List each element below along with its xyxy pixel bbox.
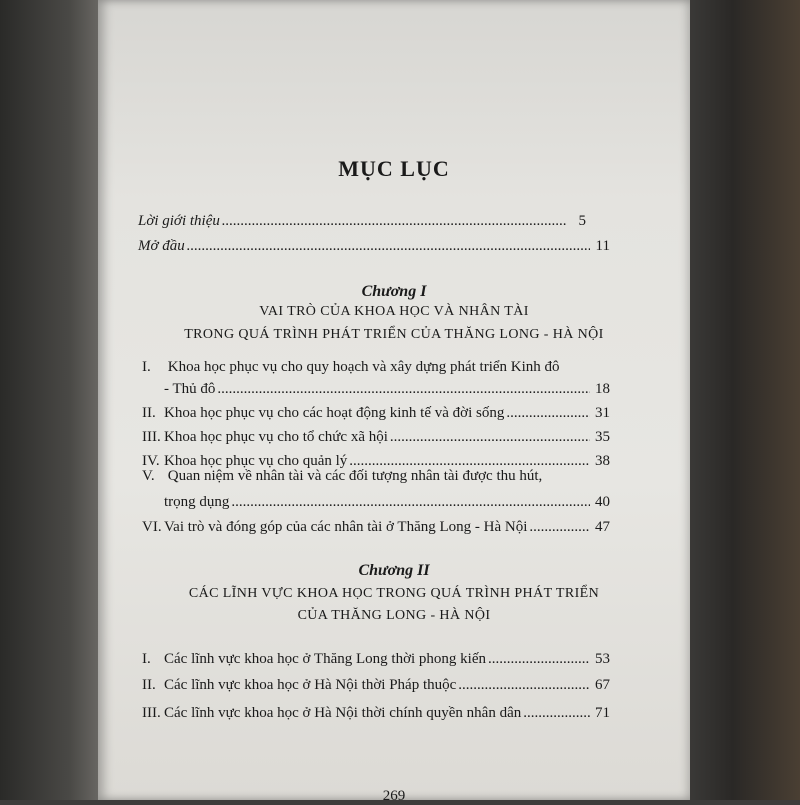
- toc-item: [142, 466, 542, 486]
- item-page: 67: [595, 677, 610, 693]
- dot-leader: [523, 704, 590, 722]
- toc-entry-page: 11: [595, 238, 610, 254]
- item-title: Khoa học phục vụ cho quản lý: [164, 453, 348, 469]
- dot-leader: [231, 493, 590, 511]
- item-number: II.: [142, 677, 156, 693]
- item-title: Khoa học phục vụ cho tổ chức xã hội: [164, 429, 388, 445]
- item-title: Khoa học phục vụ cho các hoạt động kinh tế và đời sống: [164, 405, 505, 421]
- toc-page: [98, 0, 690, 804]
- dot-leader: [506, 404, 590, 422]
- toc-item-continuation: [164, 380, 610, 398]
- chapter-1-label: Chương I: [361, 283, 427, 300]
- toc-item-continuation: [164, 493, 610, 511]
- item-number: VI.: [142, 519, 162, 535]
- toc-item: [142, 518, 610, 536]
- item-title-continued: trọng dụng: [164, 494, 230, 510]
- item-page: 71: [595, 705, 610, 721]
- item-page: 53: [595, 651, 610, 667]
- toc-item: [142, 404, 610, 422]
- toc-item: [142, 650, 610, 668]
- item-number: III.: [142, 705, 161, 721]
- book-spine-shadow: [0, 0, 100, 800]
- item-number: III.: [142, 429, 161, 445]
- item-title: Quan niệm về nhân tài và các đối tượng nhân tài được thu hút,: [167, 468, 543, 484]
- toc-item: [142, 676, 610, 694]
- item-title: Khoa học phục vụ cho quy hoạch và xây dựng phát triển Kinh đô: [167, 359, 560, 375]
- item-page: 47: [595, 519, 610, 535]
- item-title: Vai trò và đóng góp của các nhân tài ở Thăng Long - Hà Nội: [164, 519, 528, 535]
- chapter-1-heading-line1: VAI TRÒ CỦA KHOA HỌC VÀ NHÂN TÀI: [259, 304, 529, 319]
- chapter-2-heading-line2: CỦA THĂNG LONG - HÀ NỘI: [297, 608, 491, 623]
- dot-leader: [222, 212, 566, 230]
- item-number: II.: [142, 405, 156, 421]
- toc-item: [142, 704, 610, 722]
- chapter-1-heading-line2: TRONG QUÁ TRÌNH PHÁT TRIỂN CỦA THĂNG LONG - HÀ NỘI: [184, 327, 604, 342]
- toc-entry-label: Mở đầu: [138, 238, 185, 254]
- item-number: V.: [142, 468, 155, 484]
- dot-leader: [458, 676, 590, 694]
- item-page: 31: [595, 405, 610, 421]
- item-page: 18: [595, 381, 610, 397]
- toc-entry-label: Lời giới thiệu: [138, 213, 220, 229]
- toc-item: [142, 357, 560, 377]
- item-page: 40: [595, 494, 610, 510]
- page-title: MỤC LỤC: [338, 156, 450, 181]
- dot-leader: [488, 650, 590, 668]
- item-title: Các lĩnh vực khoa học ở Thăng Long thời phong kiến: [164, 651, 486, 667]
- chapter-2-label: Chương II: [358, 562, 430, 579]
- item-title: Các lĩnh vực khoa học ở Hà Nội thời Pháp thuộc: [164, 677, 457, 693]
- page-number: 269: [382, 788, 406, 804]
- dot-leader: [187, 237, 590, 255]
- dot-leader: [390, 428, 590, 446]
- item-number: IV.: [142, 453, 160, 469]
- toc-entry-page: 5: [578, 213, 586, 229]
- toc-entry-intro: [138, 212, 586, 230]
- item-title-continued: - Thủ đô: [164, 381, 216, 397]
- toc-item: [142, 428, 610, 446]
- dot-leader: [529, 518, 590, 536]
- dot-leader: [217, 380, 590, 398]
- item-page: 38: [595, 453, 610, 469]
- chapter-2-heading-line1: CÁC LĨNH VỰC KHOA HỌC TRONG QUÁ TRÌNH PHÁT TRIỂN: [188, 586, 600, 601]
- item-page: 35: [595, 429, 610, 445]
- toc-entry-opening: [138, 237, 610, 255]
- item-title: Các lĩnh vực khoa học ở Hà Nội thời chính quyền nhân dân: [164, 705, 522, 721]
- item-number: I.: [142, 359, 151, 375]
- book-cover-edge: [688, 0, 800, 800]
- item-number: I.: [142, 651, 151, 667]
